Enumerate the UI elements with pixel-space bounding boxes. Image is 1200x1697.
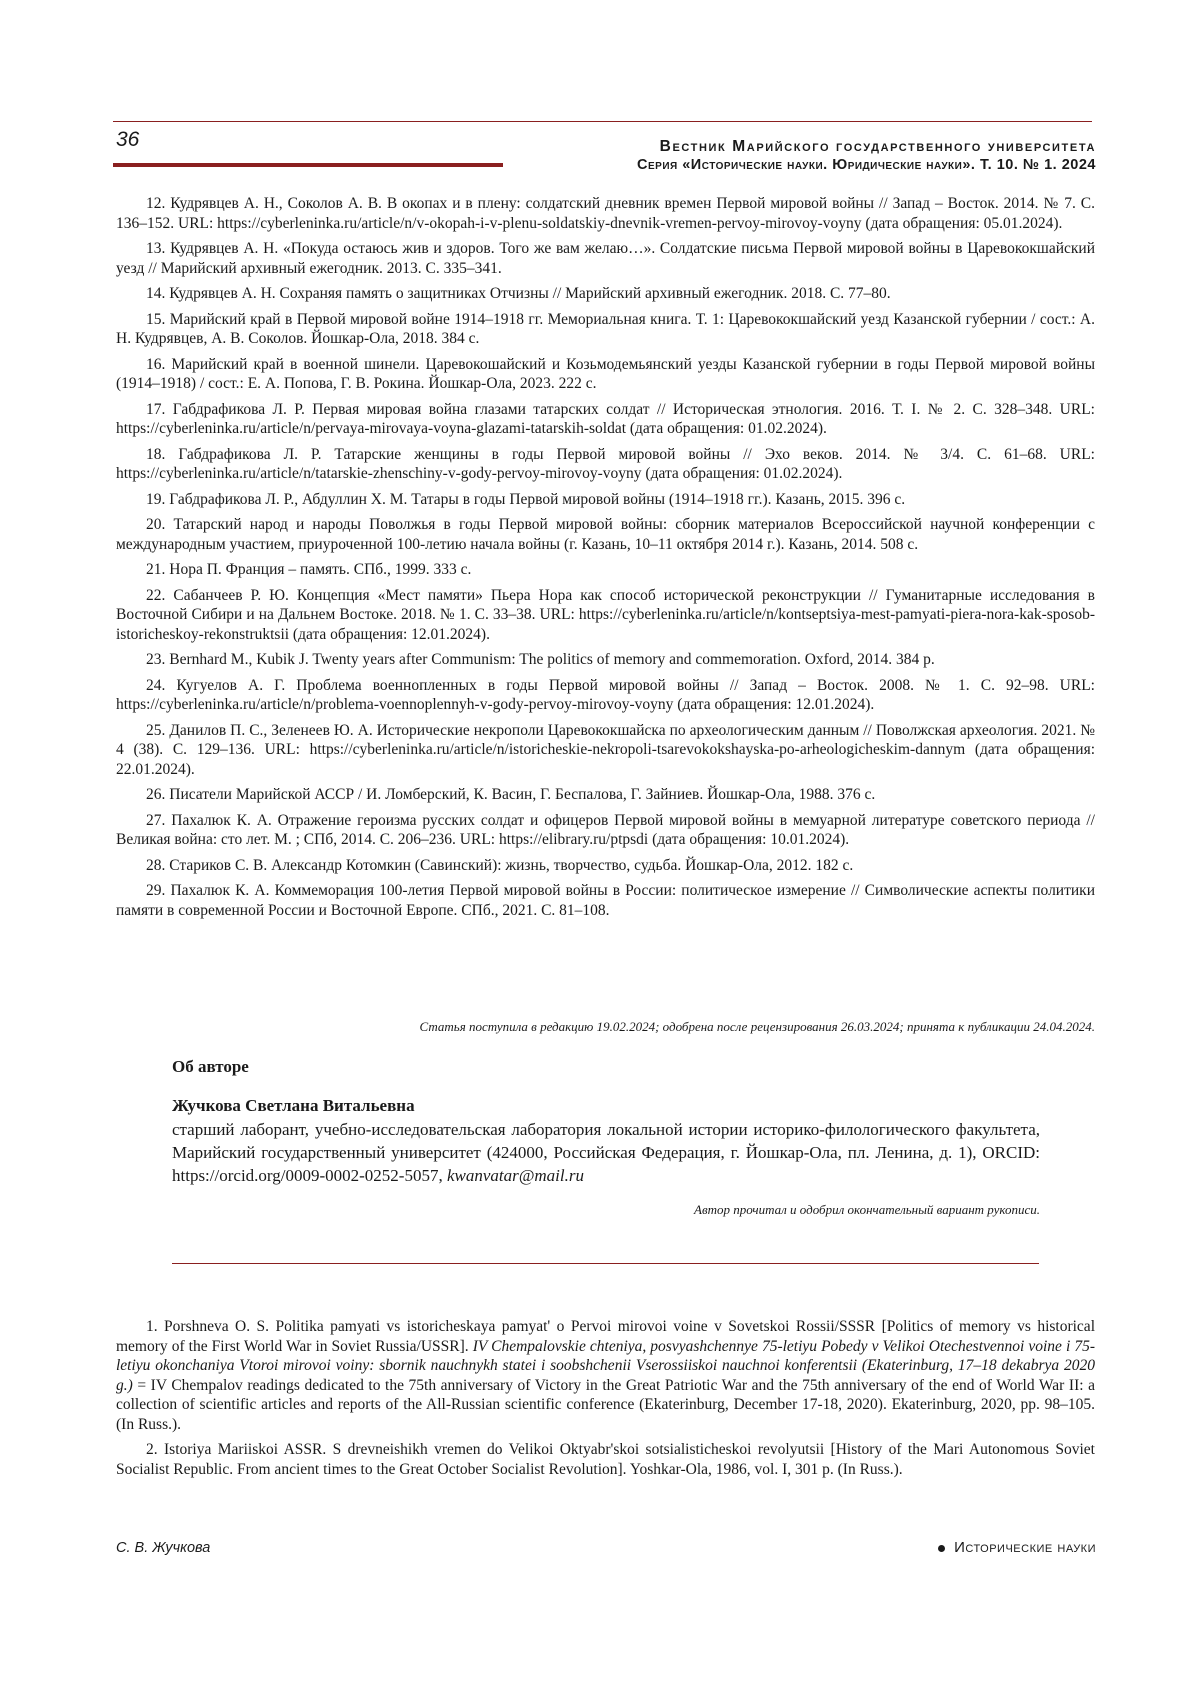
author-affiliation: старший лаборант, учебно-исследовательская лаборатория локальной истории историко-филологического факультета, Марийский государственный университет (424000, Российская Федерация, г. Йошкар-Ола, пл. Ленина, д. 1), ORCID: https://orcid.org/0009-0002-0252-5057, [172, 1120, 1040, 1185]
reference-text: 2. Istoriya Mariiskoi ASSR. S drevneishikh vremen do Velikoi Oktyabr'skoi sotsialisticheskoi revolyutsii [History of the Mari Autonomous Soviet Socialist Republic. From ancient times to the Great October Socialist Revolution]. Yoshkar-Ola, 1986, vol. I, 301 p. (In Russ.). [116, 1441, 1095, 1478]
reference-item: 12. Кудрявцев А. Н., Соколов А. В. В окопах и в плену: солдатский дневник времен Первой мировой войны // Запад – Восток. 2014. № 7. С. 136–152. URL: https://cyberleninka.ru/article/n/v-okopah-i-v-plenu-soldatskiy-dnevnik-vremen-pervoy-mirovoy-voyny (дата обращения: 05.01.2024). [116, 195, 1095, 232]
header-top-rule [113, 121, 1092, 122]
reference-item: 28. Стариков С. В. Александр Котомкин (Савинский): жизнь, творчество, судьба. Йошкар-Ола, 2012. 182 с. [146, 856, 854, 874]
reference-item: 18. Габдрафикова Л. Р. Татарские женщины в годы Первой мировой войны // Эхо веков. 2014. № 3/4. С. 61–68. URL: https://cyberleninka.ru/article/n/tatarskie-zhenschiny-v-gody-pervoy-mirovoy-voyny (дата обращения: 01.02.2024). [116, 445, 1095, 482]
reference-item: 17. Габдрафикова Л. Р. Первая мировая война глазами татарских солдат // Историческая этнология. 2016. Т. I. № 2. С. 328–348. URL: https://cyberleninka.ru/article/n/pervaya-mirovaya-voyna-glazami-tatarskih-soldat (дата обращения: 01.02.2024). [116, 400, 1095, 437]
reference-item-english [116, 1317, 1095, 1434]
reference-item-english [116, 1440, 1095, 1479]
reference-item: 24. Кугуелов А. Г. Проблема военнопленных в годы Первой мировой войны // Запад – Восток. 2008. № 1. С. 92–98. URL: https://cyberleninka.ru/article/n/problema-voennoplennyh-v-gody-pervoy-mirovoy-voyny (дата обращения: 12.01.2024). [116, 676, 1095, 713]
author-description [172, 1118, 1040, 1187]
reference-item: 16. Марийский край в военной шинели. Царевокошайский и Козьмодемьянский уезды Казанской губернии в годы Первой мировой войны (1914–1918) / сост.: Е. А. Попова, Г. В. Рокина. Йошкар-Ола, 2023. 222 с. [116, 355, 1095, 392]
journal-series: Серия «Исторические науки. Юридические науки». Т. 10. № 1. 2024 [637, 157, 1096, 173]
footer-author: С. В. Жучкова [116, 1540, 211, 1556]
reference-item: 13. Кудрявцев А. Н. «Покуда остаюсь жив и здоров. Того же вам желаю…». Солдатские письма Первой мировой войны в Царевококшайский уезд // Марийский архивный ежегодник. 2013. С. 335–341. [116, 240, 1095, 277]
about-author-section [172, 1057, 1040, 1218]
footer-section [938, 1539, 1096, 1556]
reference-item: 19. Габдрафикова Л. Р., Абдуллин Х. М. Татары в годы Первой мировой войны (1914–1918 гг.). Казань, 2015. 396 с. [146, 490, 906, 508]
reference-text: 1. Porshneva O. S. Politika pamyati vs istoricheskaya pamyat' o Pervoi mirovoi voine v Sovetskoi Rossii/SSSR [Politics of memory vs historical memory of the First World War in Soviet Russia/USSR]. [116, 1318, 1095, 1355]
reference-item: 25. Данилов П. С., Зеленеев Ю. А. Исторические некрополи Царевококшайска по археологическим данным // Поволжская археология. 2021. № 4 (38). С. 129–136. URL: https://cyberleninka.ru/article/n/istoricheskie-nekropoli-tsarevokokshayska-po-arheologicheskim-dannym (дата обращения: 22.01.2024). [116, 721, 1095, 778]
reference-item: 23. Bernhard M., Kubik J. Twenty years after Communism: The politics of memory and commemoration. Oxford, 2014. 384 p. [146, 651, 935, 668]
reference-item: 27. Пахалюк К. А. Отражение героизма русских солдат и офицеров Первой мировой войны в мемуарной литературе советского периода // Великая война: сто лет. М. ; СПб, 2014. С. 206–236. URL: https://elibrary.ru/ptpsdi (дата обращения: 10.01.2024). [116, 811, 1095, 848]
footer-section-label: Исторические науки [954, 1539, 1096, 1556]
reference-text-italic: IV Chempalovskie chteniya, posvyashchennye 75-letiyu Pobedy v Velikoi Otechestvennoi voine i 75-letiyu okonchaniya Vtoroi mirovoi voiny: sbornik nauchnykh statei i soobshchenii Vserossiiskoi nauchnoi konferentsii (Ekaterinburg, 17–18 dekabrya 2020 g.) [116, 1337, 1096, 1394]
page-number: 36 [116, 128, 140, 151]
bullet-icon [938, 1545, 945, 1552]
approved-note: Автор прочитал и одобрил окончательный вариант рукописи. [694, 1202, 1040, 1217]
reference-item: 14. Кудрявцев А. Н. Сохраняя память о защитниках Отчизны // Марийский архивный ежегодник. 2018. С. 77–80. [146, 285, 891, 302]
author-email-link[interactable]: kwanvatar@mail.ru [446, 1166, 584, 1185]
about-section-rule [172, 1263, 1039, 1264]
reference-item: 21. Нора П. Франция – память. СПб., 1999. 333 с. [146, 561, 472, 578]
author-name: Жучкова Светлана Витальевна [172, 1096, 415, 1115]
reference-item: 26. Писатели Марийской АССР / И. Ломберский, К. Васин, Г. Беспалова, Г. Зайниев. Йошкар-Ола, 1988. 376 с. [146, 786, 876, 803]
reference-item: 20. Татарский народ и народы Поволжья в годы Первой мировой войны: сборник материалов Всероссийской научной конференции с международным участием, приуроченной 100-летию начала войны (г. Казань, 10–11 октября 2014 г.). Казань, 2014. 508 с. [116, 516, 1095, 553]
reference-item: 15. Марийский край в Первой мировой войне 1914–1918 гг. Мемориальная книга. Т. 1: Царевококшайский уезд Казанской губернии / сост.: А. Н. Кудрявцев, А. В. Соколов. Йошкар-Ола, 2018. 384 с. [116, 310, 1095, 347]
received-note: Статья поступила в редакцию 19.02.2024; одобрена после рецензирования 26.03.2024; принята к публикации 24.04.2024. [419, 1019, 1095, 1034]
reference-item: 29. Пахалюк К. А. Коммеморация 100-летия Первой мировой войны в России: политическое измерение // Символические аспекты политики памяти в современной России и Восточной Европе. СПб., 2021. С. 81–108. [116, 882, 1095, 919]
about-heading: Об авторе [172, 1057, 249, 1076]
reference-list-english [116, 1317, 1095, 1485]
reference-text: = IV Chempalov readings dedicated to the 75th anniversary of Victory in the Great Patriotic War and the 75th anniversary of the end of World War II: a collection of scientific articles and reports of the All-Russian scientific conference (Ekaterinburg, December 17-18, 2020). Ekaterinburg, 2020, pp. 98–105. (In Russ.). [116, 1376, 1095, 1433]
reference-list [116, 194, 1095, 926]
journal-title: Вестник Марийского государственного университета [659, 138, 1096, 155]
header-accent-bar [113, 163, 503, 167]
reference-item: 22. Сабанчеев Р. Ю. Концепция «Мест памяти» Пьера Нора как способ исторической реконструкции // Гуманитарные исследования в Восточной Сибири и на Дальнем Востоке. 2018. № 1. С. 33–38. URL: https://cyberleninka.ru/article/n/kontseptsiya-mest-pamyati-piera-nora-kak-sposob-istoricheskoy-rekonstruktsii (дата обращения: 12.01.2024). [116, 586, 1095, 643]
